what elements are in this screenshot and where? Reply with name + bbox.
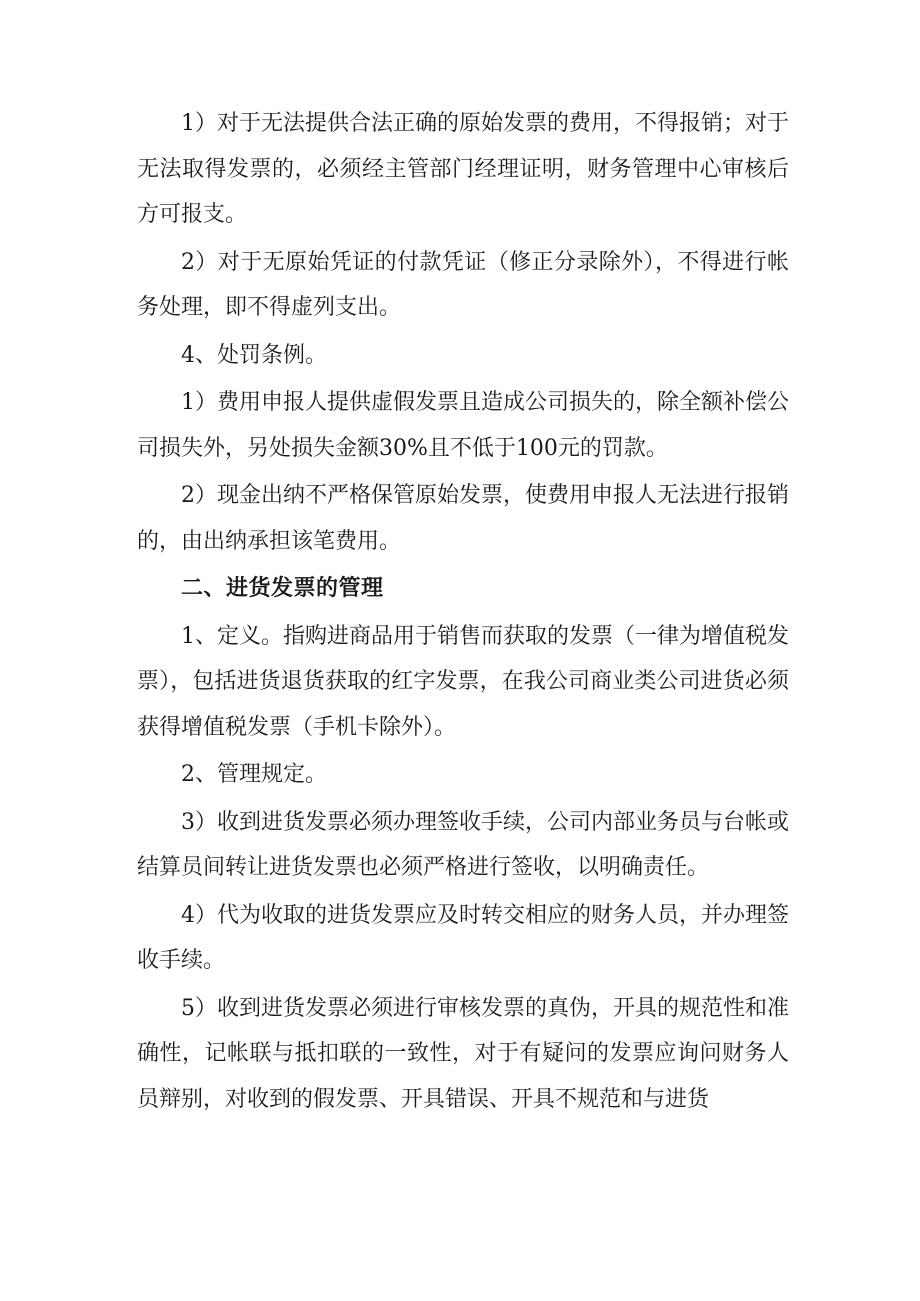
- paragraph-invoice-verification: 5）收到进货发票必须进行审核发票的真伪，开具的规范性和准确性，记帐联与抵扣联的一致性，对于有疑问的发票应询问财务人员辩别，对收到的假发票、开具错误、开具不规范和与进货: [137, 995, 789, 1112]
- paragraph-cashier-penalty: 2）现金出纳不严格保管原始发票，使费用申报人无法进行报销的，由出纳承担该笔费用。: [137, 483, 789, 554]
- paragraph-receipt-signing: 3）收到进货发票必须办理签收手续，公司内部业务员与台帐或结算员间转让进货发票也必须严格进行签收，以明确责任。: [137, 809, 789, 880]
- paragraph-forwarding-invoices: 4）代为收取的进货发票应及时转交相应的财务人员，并办理签收手续。: [137, 902, 789, 973]
- paragraph-management-rules-heading: 2、管理规定。: [181, 762, 327, 787]
- paragraph-penalty-heading: 4、处罚条例。: [181, 342, 327, 368]
- document-page: [137, 101, 789, 1124]
- paragraph-invoice-reimbursement-rule: 1）对于无法提供合法正确的原始发票的费用，不得报销；对于无法取得发票的，必须经主管部门经理证明，财务管理中心审核后方可报支。: [137, 111, 789, 227]
- paragraph-definition: 1、定义。指购进商品用于销售而获取的发票（一律为增值税发票），包括进货退货获取的红字发票，在我公司商业类公司进货必须获得增值税发票（手机卡除外）。: [137, 623, 789, 740]
- section-heading-purchase-invoices: 二、进货发票的管理: [181, 576, 384, 601]
- paragraph-false-invoice-penalty: 1）费用申报人提供虚假发票且造成公司损失的，除全额补偿公司损失外，另处损失金额30%且不低于100元的罚款。: [137, 390, 789, 461]
- paragraph-payment-voucher-rule: 2）对于无原始凭证的付款凭证（修正分录除外），不得进行帐务处理，即不得虚列支出。: [137, 249, 789, 320]
